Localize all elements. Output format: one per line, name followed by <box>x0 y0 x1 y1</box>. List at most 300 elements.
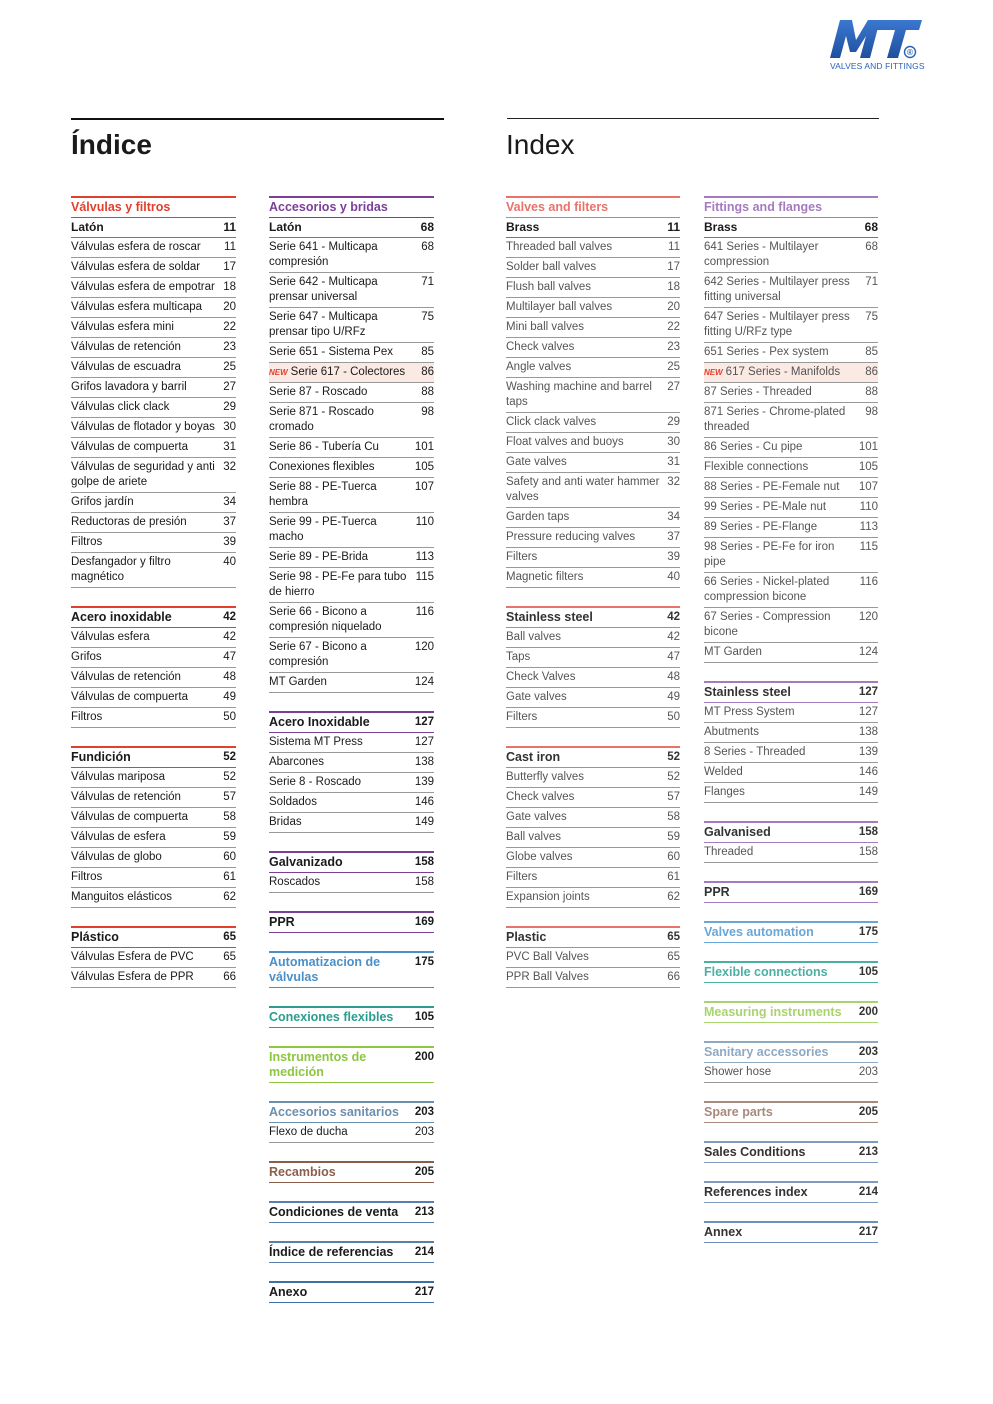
index-entry[interactable] <box>704 343 878 363</box>
index-section-cast-iron <box>506 746 680 908</box>
section-title-label: Spare parts <box>704 1105 773 1119</box>
entry-page-number: 11 <box>668 241 680 253</box>
section-title[interactable] <box>506 608 680 628</box>
section-page-number: 158 <box>858 826 878 838</box>
index-entry[interactable] <box>71 278 236 298</box>
index-entry[interactable] <box>269 638 434 673</box>
entry-label: Gate valves <box>506 811 567 823</box>
entry-label: Multilayer ball valves <box>506 301 613 313</box>
index-entry[interactable] <box>71 338 236 358</box>
section-page-number: 105 <box>858 966 878 978</box>
index-entry[interactable] <box>704 363 878 383</box>
entry-page-number: 32 <box>667 476 680 488</box>
entry-page-number: 115 <box>415 571 434 583</box>
section-title[interactable] <box>704 963 878 983</box>
entry-label: Serie 871 - Roscado cromado <box>269 406 374 433</box>
brand-tagline: VALVES AND FITTINGS <box>830 61 925 71</box>
index-entry[interactable] <box>71 533 236 553</box>
index-entry[interactable] <box>269 308 434 343</box>
section-title[interactable] <box>71 198 236 218</box>
index-entry[interactable] <box>704 538 878 573</box>
index-entry[interactable] <box>506 568 680 588</box>
index-entry[interactable] <box>704 703 878 723</box>
index-entry[interactable] <box>704 403 878 438</box>
index-entry[interactable] <box>506 358 680 378</box>
entry-label: MT Press System <box>704 706 795 718</box>
entry-label: Serie 89 - PE-Brida <box>269 551 369 563</box>
section-title[interactable] <box>269 1008 434 1028</box>
subsection-heading[interactable] <box>704 218 878 238</box>
index-entry[interactable] <box>269 383 434 403</box>
index-entry[interactable] <box>71 418 236 438</box>
entry-page-number: 30 <box>667 436 680 448</box>
index-entry[interactable] <box>506 278 680 298</box>
section-title[interactable] <box>269 1163 434 1183</box>
index-entry[interactable] <box>506 338 680 358</box>
entry-page-number: 116 <box>415 606 434 618</box>
index-entry[interactable] <box>704 573 878 608</box>
index-entry[interactable] <box>506 528 680 548</box>
entry-label: Válvulas de esfera <box>71 831 166 843</box>
index-entry[interactable] <box>506 548 680 568</box>
entry-page-number: 18 <box>223 281 236 293</box>
entry-label: Safety and anti water hammer valves <box>506 476 660 503</box>
entry-page-number: 107 <box>858 481 878 493</box>
entry-page-number: 37 <box>223 516 236 528</box>
section-title[interactable] <box>269 953 434 988</box>
entry-page-number: 58 <box>223 811 236 823</box>
index-section-accesorios-y-bridas <box>269 196 434 693</box>
index-entry[interactable] <box>269 673 434 693</box>
index-entry[interactable] <box>269 568 434 603</box>
index-entry[interactable] <box>506 668 680 688</box>
entry-label: Serie 642 - Multicapa prensar universal <box>269 276 378 303</box>
index-entry[interactable] <box>269 1123 434 1143</box>
index-entry[interactable] <box>71 668 236 688</box>
section-page-number: 42 <box>667 611 680 623</box>
index-entry[interactable] <box>71 708 236 728</box>
entry-page-number: 127 <box>858 706 878 718</box>
subsection-heading[interactable] <box>269 218 434 238</box>
section-title[interactable] <box>269 853 434 873</box>
section-title-label: Condiciones de venta <box>269 1205 399 1219</box>
index-entry[interactable] <box>269 403 434 438</box>
index-entry[interactable] <box>506 968 680 988</box>
entry-label: Filters <box>506 871 538 883</box>
index-entry[interactable] <box>71 768 236 788</box>
entry-page-number: 29 <box>223 401 236 413</box>
section-page-number: 200 <box>858 1006 878 1018</box>
entry-label: Serie 86 - Tubería Cu <box>269 441 379 453</box>
entry-page-number: 105 <box>858 461 878 473</box>
section-title[interactable] <box>269 1283 434 1303</box>
section-title-label: Automatizacion de válvulas <box>269 955 381 984</box>
index-entry[interactable] <box>506 948 680 968</box>
index-section-annex <box>704 1221 878 1243</box>
index-entry[interactable] <box>704 478 878 498</box>
index-entry[interactable] <box>704 843 878 863</box>
index-entry[interactable] <box>506 628 680 648</box>
index-entry[interactable] <box>506 868 680 888</box>
section-title[interactable] <box>269 713 434 733</box>
section-page-number: 205 <box>858 1106 878 1118</box>
entry-page-number: 158 <box>858 846 878 858</box>
index-entry[interactable] <box>704 518 878 538</box>
section-page-number: 203 <box>858 1046 878 1058</box>
entry-label: Válvulas de flotador y boyas <box>71 421 215 433</box>
section-page-number: 127 <box>414 716 434 728</box>
index-entry[interactable] <box>704 308 878 343</box>
entry-label: Filters <box>506 551 538 563</box>
section-page-number: 175 <box>414 956 434 968</box>
section-title[interactable] <box>704 198 878 218</box>
index-section-conexiones-flexibles <box>269 1006 434 1028</box>
entry-page-number: 68 <box>864 220 878 234</box>
entry-label: Válvulas de retención <box>71 791 181 803</box>
entry-page-number: 139 <box>414 776 434 788</box>
entry-label: 87 Series - Threaded <box>704 386 812 398</box>
entry-page-number: 203 <box>858 1066 878 1078</box>
entry-page-number: 47 <box>223 651 236 663</box>
section-page-number: 214 <box>858 1186 878 1198</box>
entry-label: Serie 98 - PE-Fe para tubo de hierro <box>269 571 407 598</box>
index-entry[interactable] <box>269 478 434 513</box>
section-title[interactable] <box>269 198 434 218</box>
section-title[interactable] <box>71 928 236 948</box>
index-section-condiciones-de-venta <box>269 1201 434 1223</box>
index-entry[interactable] <box>71 493 236 513</box>
section-title[interactable] <box>704 923 878 943</box>
index-entry[interactable] <box>269 513 434 548</box>
section-page-number: 52 <box>223 751 236 763</box>
index-entry[interactable] <box>506 768 680 788</box>
section-title-label: Fittings and flanges <box>704 200 823 214</box>
page-title-es: Índice <box>71 129 152 160</box>
entry-page-number: 17 <box>223 261 236 273</box>
section-title[interactable] <box>506 198 680 218</box>
entry-label: Abutments <box>704 726 759 738</box>
section-title-label: Galvanised <box>704 825 771 839</box>
index-entry[interactable] <box>71 888 236 908</box>
entry-page-number: 47 <box>667 651 680 663</box>
entry-label: 647 Series - Multilayer press fitting U/RFz type <box>704 311 850 338</box>
index-entry[interactable] <box>71 808 236 828</box>
section-title[interactable] <box>704 1143 878 1163</box>
index-entry[interactable] <box>506 413 680 433</box>
section-title[interactable] <box>269 1243 434 1263</box>
index-entry[interactable] <box>71 828 236 848</box>
entry-label: MT Garden <box>269 676 327 688</box>
entry-page-number: 110 <box>859 501 878 513</box>
index-section-spare-parts <box>704 1101 878 1123</box>
index-entry[interactable] <box>506 708 680 728</box>
entry-page-number: 124 <box>414 676 434 688</box>
index-entry[interactable] <box>269 438 434 458</box>
entry-label: Serie 67 - Bicono a compresión <box>269 641 367 668</box>
index-entry[interactable] <box>506 258 680 278</box>
index-entry[interactable] <box>704 383 878 403</box>
section-page-number: 52 <box>667 751 680 763</box>
index-entry[interactable] <box>704 783 878 803</box>
section-title-label: Acero inoxidable <box>71 610 172 624</box>
index-entry[interactable] <box>269 773 434 793</box>
entry-label: Serie 8 - Roscado <box>269 776 362 788</box>
section-title[interactable] <box>71 608 236 628</box>
index-entry[interactable] <box>704 458 878 478</box>
entry-page-number: 61 <box>667 871 680 883</box>
section-title-label: Plastic <box>506 930 547 944</box>
index-entry[interactable] <box>506 848 680 868</box>
entry-label: Flexible connections <box>704 461 809 473</box>
entry-label: Latón <box>269 220 302 234</box>
entry-label: 642 Series - Multilayer press fitting universal <box>704 276 850 303</box>
index-entry[interactable] <box>71 358 236 378</box>
index-entry[interactable] <box>506 318 680 338</box>
section-title-label: References index <box>704 1185 808 1199</box>
entry-label: Magnetic filters <box>506 571 584 583</box>
index-entry[interactable] <box>704 498 878 518</box>
index-entry[interactable] <box>71 298 236 318</box>
index-entry[interactable] <box>506 508 680 528</box>
index-entry[interactable] <box>269 363 434 383</box>
entry-page-number: 27 <box>667 381 680 393</box>
section-title[interactable] <box>269 1103 434 1123</box>
section-title-label: Valves automation <box>704 925 814 939</box>
entry-label: Válvulas Esfera de PPR <box>71 971 194 983</box>
index-entry[interactable] <box>71 648 236 668</box>
section-title[interactable] <box>704 1043 878 1063</box>
index-entry[interactable] <box>71 788 236 808</box>
index-entry[interactable] <box>506 888 680 908</box>
section-title[interactable] <box>704 683 878 703</box>
entry-page-number: 11 <box>667 220 680 234</box>
index-section-instrumentos-de-medicion <box>269 1046 434 1083</box>
index-entry[interactable] <box>71 378 236 398</box>
index-entry[interactable] <box>269 548 434 568</box>
index-entry[interactable] <box>506 828 680 848</box>
entry-page-number: 62 <box>223 891 236 903</box>
entry-label: Válvulas Esfera de PVC <box>71 951 194 963</box>
section-title[interactable] <box>506 748 680 768</box>
entry-label: 99 Series - PE-Male nut <box>704 501 827 513</box>
subsection-heading[interactable] <box>506 218 680 238</box>
index-entry[interactable] <box>704 723 878 743</box>
index-entry[interactable] <box>269 733 434 753</box>
section-title[interactable] <box>71 748 236 768</box>
entry-label: Grifos jardín <box>71 496 134 508</box>
entry-label: Serie 87 - Roscado <box>269 386 368 398</box>
entry-label: Gate valves <box>506 456 567 468</box>
section-title[interactable] <box>269 1203 434 1223</box>
index-entry[interactable] <box>71 628 236 648</box>
entry-page-number: 98 <box>865 406 878 418</box>
entry-label: Válvulas esfera de roscar <box>71 241 201 253</box>
index-entry[interactable] <box>506 378 680 413</box>
index-entry[interactable] <box>71 318 236 338</box>
index-section-acero-inoxidable <box>71 606 236 728</box>
entry-label: Filtros <box>71 711 103 723</box>
section-page-number: 213 <box>414 1206 434 1218</box>
section-title[interactable] <box>704 1183 878 1203</box>
entry-page-number: 149 <box>414 816 434 828</box>
entry-page-number: 31 <box>667 456 680 468</box>
entry-label: Check valves <box>506 341 575 353</box>
section-title[interactable] <box>704 1103 878 1123</box>
index-entry[interactable] <box>506 238 680 258</box>
entry-label: Válvulas esfera de soldar <box>71 261 201 273</box>
index-entry[interactable] <box>71 848 236 868</box>
section-title[interactable] <box>506 928 680 948</box>
entry-page-number: 22 <box>223 321 236 333</box>
section-title[interactable] <box>704 1223 878 1243</box>
entry-label: Serie 641 - Multicapa compresión <box>269 241 378 268</box>
entry-label: Serie 617 - Colectores <box>290 366 406 378</box>
entry-label: PVC Ball Valves <box>506 951 589 963</box>
index-entry[interactable] <box>704 643 878 663</box>
section-page-number: 169 <box>414 916 434 928</box>
entry-page-number: 158 <box>414 876 434 888</box>
section-title-label: Anexo <box>269 1285 308 1299</box>
section-title-label: Flexible connections <box>704 965 828 979</box>
entry-page-number: 68 <box>421 241 434 253</box>
index-entry[interactable] <box>506 788 680 808</box>
entry-label: Flush ball valves <box>506 281 592 293</box>
section-title-label: Sanitary accessories <box>704 1045 829 1059</box>
index-entry[interactable] <box>71 553 236 588</box>
index-entry[interactable] <box>71 438 236 458</box>
subsection-heading[interactable] <box>71 218 236 238</box>
entry-label: Abarcones <box>269 756 324 768</box>
entry-page-number: 57 <box>223 791 236 803</box>
index-entry[interactable] <box>71 968 236 988</box>
entry-label: 86 Series - Cu pipe <box>704 441 803 453</box>
entry-page-number: 40 <box>667 571 680 583</box>
index-entry[interactable] <box>269 343 434 363</box>
entry-label: Válvulas de compuerta <box>71 441 188 453</box>
entry-label: Serie 651 - Sistema Pex <box>269 346 394 358</box>
index-entry[interactable] <box>269 793 434 813</box>
index-entry[interactable] <box>704 763 878 783</box>
entry-page-number: 124 <box>858 646 878 658</box>
section-title-label: Fundición <box>71 750 131 764</box>
index-entry[interactable] <box>71 458 236 493</box>
section-title-label: Accesorios sanitarios <box>269 1105 399 1119</box>
section-page-number: 169 <box>858 886 878 898</box>
index-section-measuring-instruments <box>704 1001 878 1023</box>
entry-page-number: 101 <box>858 441 878 453</box>
index-entry[interactable] <box>506 808 680 828</box>
section-title[interactable] <box>269 1048 434 1083</box>
entry-label: Filtros <box>71 536 103 548</box>
index-entry[interactable] <box>269 813 434 833</box>
index-column-es-valves <box>71 196 236 1006</box>
index-entry[interactable] <box>71 688 236 708</box>
entry-label: 871 Series - Chrome-plated threaded <box>704 406 846 433</box>
index-entry[interactable] <box>71 513 236 533</box>
index-entry[interactable] <box>704 238 878 273</box>
index-entry[interactable] <box>704 743 878 763</box>
entry-page-number: 146 <box>414 796 434 808</box>
index-entry[interactable] <box>506 298 680 318</box>
entry-page-number: 17 <box>667 261 680 273</box>
index-entry[interactable] <box>506 473 680 508</box>
index-entry[interactable] <box>71 238 236 258</box>
title-rule-en <box>507 118 879 119</box>
entry-label: Soldados <box>269 796 317 808</box>
section-title-label: Sales Conditions <box>704 1145 806 1159</box>
entry-page-number: 71 <box>421 276 434 288</box>
index-entry[interactable] <box>71 258 236 278</box>
section-title-label: Recambios <box>269 1165 336 1179</box>
index-entry[interactable] <box>269 603 434 638</box>
index-section-sanitary-accessories <box>704 1041 878 1083</box>
section-title-label: Stainless steel <box>506 610 593 624</box>
entry-page-number: 98 <box>421 406 434 418</box>
index-entry[interactable] <box>704 273 878 308</box>
entry-page-number: 127 <box>414 736 434 748</box>
index-entry[interactable] <box>506 688 680 708</box>
index-entry[interactable] <box>71 948 236 968</box>
entry-page-number: 113 <box>415 551 434 563</box>
index-entry[interactable] <box>71 398 236 418</box>
section-page-number: 175 <box>858 926 878 938</box>
section-page-number: 65 <box>223 931 236 943</box>
index-entry[interactable] <box>506 433 680 453</box>
index-entry[interactable] <box>704 1063 878 1083</box>
entry-label: Ball valves <box>506 631 561 643</box>
section-title-label: Galvanizado <box>269 855 343 869</box>
entry-page-number: 31 <box>223 441 236 453</box>
section-title[interactable] <box>704 823 878 843</box>
section-page-number: 203 <box>414 1106 434 1118</box>
entry-page-number: 68 <box>865 241 878 253</box>
entry-page-number: 110 <box>415 516 434 528</box>
index-entry[interactable] <box>269 873 434 893</box>
index-entry[interactable] <box>269 753 434 773</box>
index-entry[interactable] <box>269 238 434 273</box>
section-title[interactable] <box>704 1003 878 1023</box>
entry-page-number: 42 <box>667 631 680 643</box>
index-entry[interactable] <box>506 648 680 668</box>
entry-label: Shower hose <box>704 1066 772 1078</box>
index-entry[interactable] <box>506 453 680 473</box>
index-entry[interactable] <box>269 458 434 478</box>
entry-page-number: 120 <box>858 611 878 623</box>
index-entry[interactable] <box>704 608 878 643</box>
index-section-anexo <box>269 1281 434 1303</box>
index-section-galvanised <box>704 821 878 863</box>
entry-label: 98 Series - PE-Fe for iron pipe <box>704 541 835 568</box>
index-entry[interactable] <box>269 273 434 308</box>
entry-label: Válvulas de retención <box>71 341 181 353</box>
entry-page-number: 60 <box>667 851 680 863</box>
entry-page-number: 50 <box>223 711 236 723</box>
entry-page-number: 86 <box>865 366 878 378</box>
index-entry[interactable] <box>704 438 878 458</box>
section-title[interactable] <box>704 883 878 903</box>
entry-page-number: 50 <box>667 711 680 723</box>
entry-page-number: 105 <box>414 461 434 473</box>
section-title[interactable] <box>269 913 434 933</box>
section-title-label: Measuring instruments <box>704 1005 842 1019</box>
index-entry[interactable] <box>71 868 236 888</box>
entry-label: Válvulas click clack <box>71 401 170 413</box>
entry-page-number: 23 <box>667 341 680 353</box>
entry-label: Pressure reducing valves <box>506 531 636 543</box>
entry-label: Threaded <box>704 846 754 858</box>
section-title-label: Valves and filters <box>506 200 609 214</box>
entry-label: Serie 66 - Bicono a compresión niquelado <box>269 606 382 633</box>
